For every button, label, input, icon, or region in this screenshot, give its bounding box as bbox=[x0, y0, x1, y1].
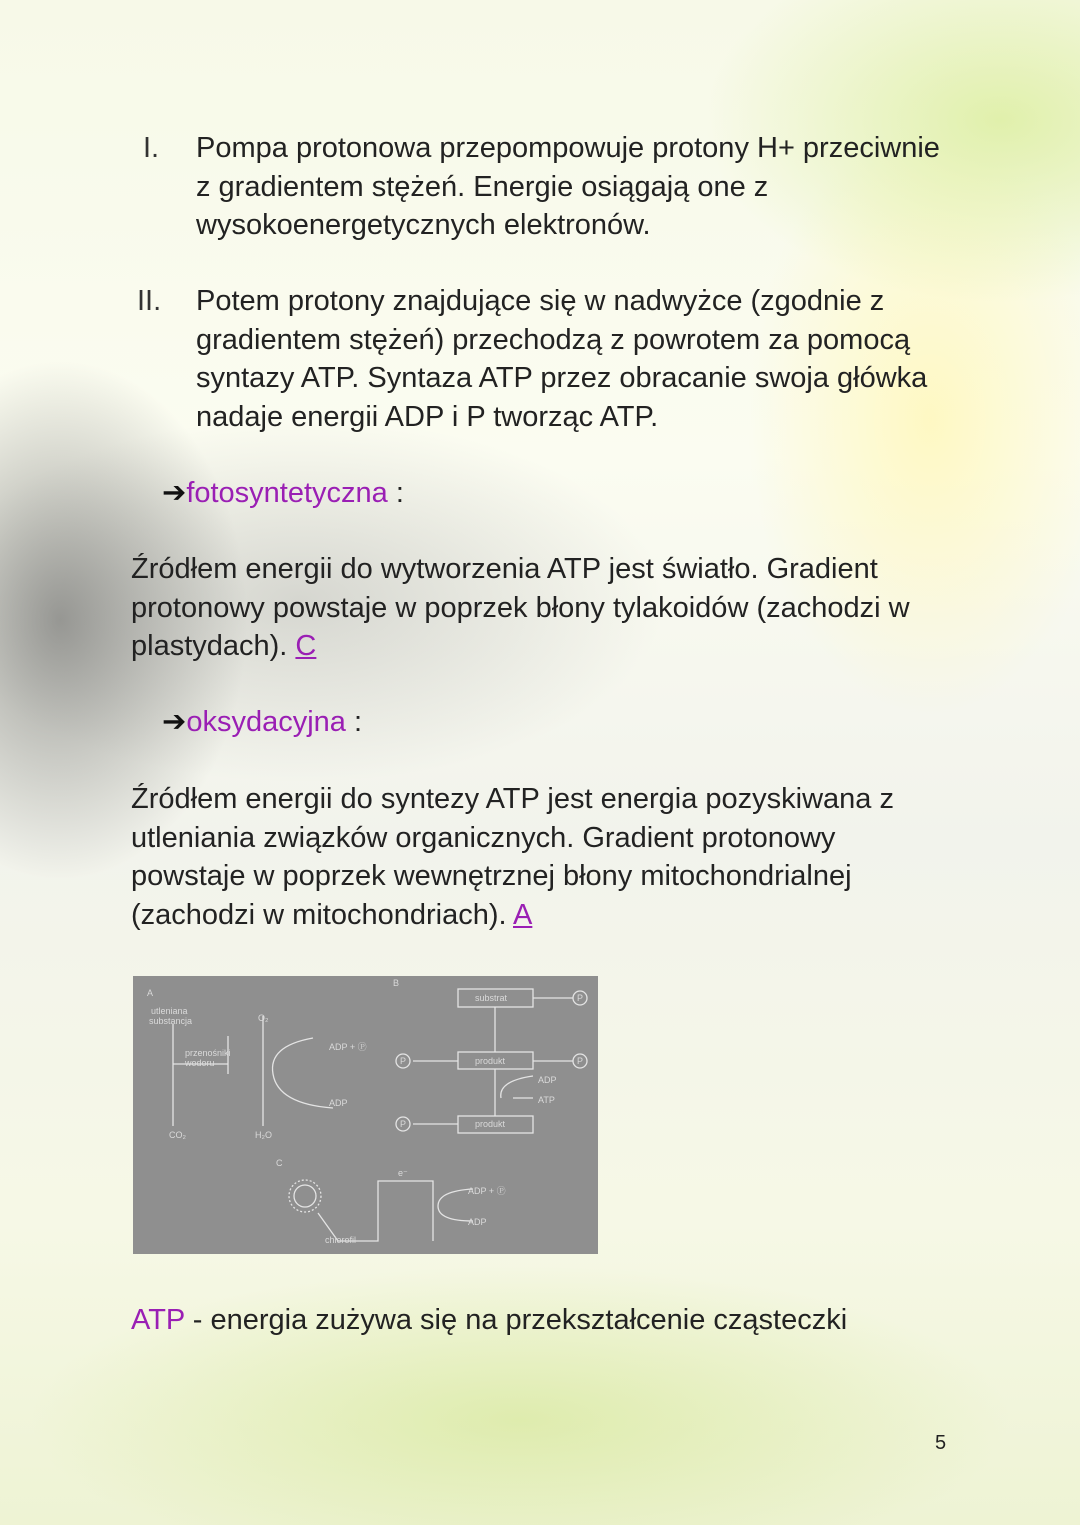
figure-p-1: P bbox=[400, 1056, 407, 1066]
list-item-1-line: wysokoenergetycznych elektronów. bbox=[196, 209, 651, 241]
figure-label-c: C bbox=[276, 1158, 283, 1168]
oks-line: utleniania związków organicznych. Gradient protonowy bbox=[131, 821, 836, 854]
oks-heading bbox=[162, 703, 362, 742]
figure-electron: e⁻ bbox=[398, 1168, 408, 1178]
figure-produkt-1: produkt bbox=[475, 1056, 506, 1066]
arrow-right-icon: ➔ bbox=[162, 706, 187, 738]
foto-line: Źródłem energii do wytworzenia ATP jest światło. Gradient bbox=[131, 553, 878, 585]
foto-heading-label: fotosyntetyczna bbox=[186, 477, 388, 509]
foto-line: protonowy powstaje w poprzek błony tylakoidów (zachodzi w bbox=[131, 591, 910, 624]
list-item-2 bbox=[196, 282, 927, 436]
figure-adp-bottom: ADP bbox=[468, 1217, 487, 1227]
figure-co2: CO₂ bbox=[169, 1130, 186, 1140]
list-item-2-line: gradientem stężeń) przechodzą z powrotem za pomocą bbox=[196, 323, 911, 356]
list-item-2-line: syntazy ATP. Syntaza ATP przez obracanie swoja główka bbox=[196, 362, 928, 394]
figure-adp-mid: ADP bbox=[329, 1098, 348, 1108]
figure-label-a: A bbox=[147, 988, 154, 998]
list-item-1-line: z gradientem stężeń. Energie osiągają one z bbox=[196, 170, 769, 203]
figure-adp-p-bottom: ADP + Ⓟ bbox=[468, 1186, 506, 1196]
figure-adp-right: ADP bbox=[538, 1075, 557, 1085]
atp-line bbox=[131, 1301, 847, 1340]
atp-rest: - energia zużywa się na przekształcenie cząsteczki bbox=[184, 1304, 848, 1336]
figure-przenosniki: przenośniki bbox=[185, 1048, 231, 1058]
figure-label-b: B bbox=[393, 978, 400, 988]
oks-paragraph bbox=[131, 780, 894, 934]
figure-o2: O₂ bbox=[258, 1013, 269, 1023]
figure-p-3: P bbox=[577, 993, 584, 1003]
foto-link-c[interactable]: C bbox=[295, 630, 317, 662]
figure-wodoru: wodoru bbox=[185, 1058, 215, 1068]
foto-paragraph bbox=[131, 550, 910, 666]
figure-produkt-2: produkt bbox=[475, 1119, 506, 1129]
oks-line-last bbox=[131, 896, 894, 935]
oks-heading-label: oksydacyjna bbox=[186, 706, 346, 738]
list-item-2-line: Potem protony znajdujące się w nadwyżce (zgodnie z bbox=[196, 285, 885, 317]
list-item-1-line: Pompa protonowa przepompowuje protony H+ przeciwnie bbox=[196, 132, 940, 164]
figure-p-2: P bbox=[400, 1119, 407, 1129]
list-item-1 bbox=[196, 129, 940, 245]
oks-link-a[interactable]: A bbox=[513, 898, 533, 931]
oks-heading-colon: : bbox=[345, 706, 363, 738]
list-marker-2: II. bbox=[137, 285, 162, 317]
figure-p-4: P bbox=[577, 1056, 584, 1066]
oks-line: Źródłem energii do syntezy ATP jest energia pozyskiwana z bbox=[131, 783, 894, 815]
foto-heading bbox=[162, 474, 404, 513]
phosphorylation-figure bbox=[133, 976, 598, 1254]
figure-substancja: substancja bbox=[149, 1016, 193, 1026]
atp-term: ATP bbox=[131, 1304, 185, 1336]
figure-adp-p-top: ADP + Ⓟ bbox=[329, 1042, 367, 1052]
list-item-2-line: nadaje energii ADP i P tworząc ATP. bbox=[196, 400, 659, 433]
foto-heading-colon: : bbox=[387, 477, 404, 509]
foto-line-last bbox=[131, 627, 910, 666]
page-number: 5 bbox=[935, 1432, 947, 1454]
oks-line-text: (zachodzi w mitochondriach). bbox=[131, 898, 513, 931]
list-marker-1: I. bbox=[143, 132, 160, 164]
foto-line-text: plastydach). bbox=[131, 630, 296, 662]
arrow-right-icon: ➔ bbox=[162, 477, 187, 509]
figure-h2o: H₂O bbox=[255, 1130, 272, 1140]
figure-substrat: substrat bbox=[475, 993, 508, 1003]
oks-line: powstaje w poprzek wewnętrznej błony mitochondrialnej bbox=[131, 860, 852, 892]
figure-atp-right: ATP bbox=[538, 1095, 555, 1105]
figure-chlorofil: chlorofil bbox=[325, 1235, 357, 1245]
figure-utleniana: utleniana bbox=[151, 1006, 188, 1016]
figure-svg bbox=[133, 976, 598, 1254]
